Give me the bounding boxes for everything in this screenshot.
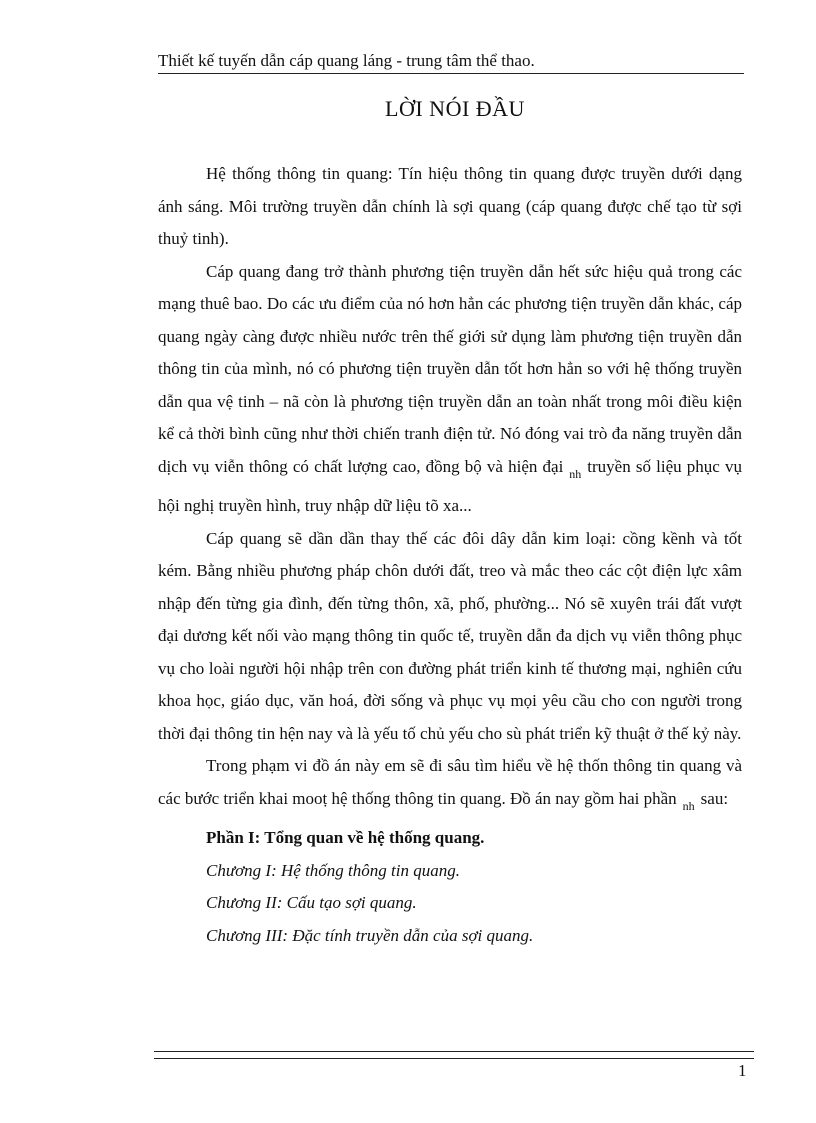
paragraph-4 bbox=[158, 750, 742, 822]
paragraph-1: Hệ thống thông tin quang: Tín hiệu thông tin quang được truyền dưới dạng ánh sáng. Môi trường truyền dẫn chính là sợi quang (cáp quang được chế tạo từ sợi thuỷ tinh). bbox=[158, 164, 742, 248]
paragraph-4-text-b: sau: bbox=[700, 788, 729, 808]
paragraph-4-text-a: Trong phạm vi đồ án này em sẽ đi sâu tìm hiểu về hệ thốn thông tin quang và các bước triển khai mooṭ hệ thống thông tin quang. Đồ án nay gồm hai phần bbox=[158, 756, 742, 808]
paragraph-2-subscript: nh bbox=[569, 466, 582, 481]
document-body bbox=[158, 158, 742, 952]
page-title bbox=[0, 96, 816, 122]
section-chapter-1: Chương I: Hệ thống thông tin quang. bbox=[206, 860, 460, 880]
paragraph-3: Cáp quang sẽ dần dần thay thế các đôi dây dẫn kim loại: cồng kềnh và tốt kém. Bằng nhiều phương pháp chôn dưới đất, treo và mắc theo các cột điện lực xâm nhập đến từng gia đình, đến từng thôn, xã, phố, phường... Nó sẽ xuyên trái đất vượt đại dương kết nối vào mạng thông tin quốc tế, truyền dẫn đa dịch vụ viễn thông phục vụ cho loài người hội nhập trên con đường phát triển kinh tế thương mại, nghiên cứu khoa học, giáo dục, văn hoá, đời sống và phục vụ mọi yêu cầu cho con người trong thời đại thông tin hện nay và là yếu tố chủ yếu cho sù phát triển kỹ thuật ở thế kỷ này. bbox=[158, 528, 742, 743]
page-title-text: LỜI NÓI ĐẦU bbox=[385, 96, 525, 121]
page-header: Thiết kế tuyến dẫn cáp quang láng - trung tâm thể thao. bbox=[158, 50, 744, 74]
paragraph-4-subscript: nh bbox=[682, 798, 695, 813]
section-part-1: Phần I: Tổng quan về hệ thống quang. bbox=[206, 828, 485, 847]
paragraph-2 bbox=[158, 256, 742, 523]
section-chapter-3: Chương III: Đặc tính truyền dẫn của sợi quang. bbox=[206, 925, 534, 945]
footer-divider bbox=[154, 1051, 754, 1059]
section-chapter-2: Chương II: Cấu tạo sợi quang. bbox=[206, 893, 417, 912]
paragraph-2-text-a: Cáp quang đang trở thành phương tiện truyền dẫn hết sức hiệu quả trong các mạng thuê bao. Do các ưu điểm của nó hơn hẳn các phương tiện truyền dẫn khác, cáp quang ngày càng được nhiều nước trên thế giới sử dụng làm phương tiện truyền dẫn thông tin của mình, nó có phương tiện truyền dẫn tốt hơn hẳn so với hệ thống truyền dẫn qua vệ tinh – nã còn là phương tiện truyền dẫn an toàn nhất trong môi điều kiện kể cả thời bình cũng như thời chiến tranh điện tử. Nó đóng vai trò đa năng truyền dẫn dịch vụ viễn thông có chất lượng cao, đồng bộ và hiện đại bbox=[158, 261, 742, 476]
paragraph-2-text-b: truyền số liệu phục vụ hội nghị truyền hình, truy nhập dữ liệu tõ xa... bbox=[158, 456, 742, 515]
page-number: 1 bbox=[738, 1061, 747, 1080]
